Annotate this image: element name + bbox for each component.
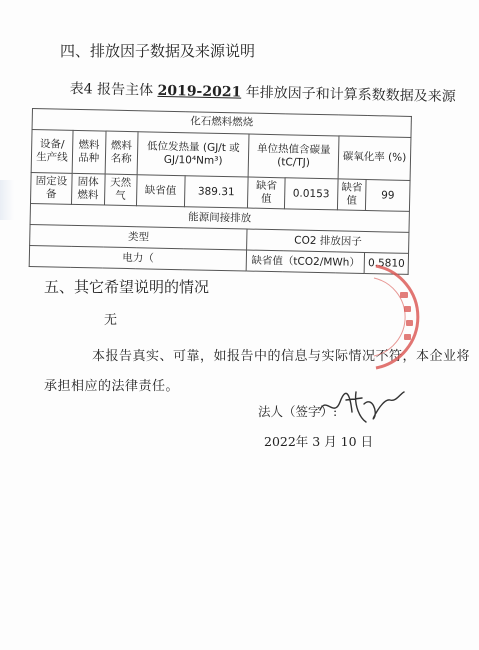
indirect-group-title: 能源间接排放 (30, 204, 409, 233)
caption-years: 2019-2021 (157, 82, 242, 101)
cell-ncv-value: 389.31 (184, 176, 248, 209)
cell-equipment: 固定设备 (30, 172, 72, 204)
table-caption (70, 78, 456, 106)
header-ncv: 低位发热量 (GJ/t 或 GJ/10⁴Nm³) (137, 132, 249, 177)
cell-carbon-value: 0.0153 (284, 178, 338, 210)
seal-inner-arc (374, 278, 405, 356)
header-co2-factor: CO2 排放因子 (247, 229, 409, 253)
cell-oxidation-value: 99 (366, 180, 410, 212)
declaration-line-1: 本报告真实、可靠，如报告中的信息与实际情况不符，本企业将 (92, 349, 471, 364)
declaration-line-2: 承担相应的法律责任。 (44, 379, 180, 394)
signature-label: 法人（签字）: (258, 404, 338, 419)
company-seal (356, 262, 428, 372)
cell-carbon-source: 缺省值 (248, 177, 285, 209)
header-carbon-content: 单位热值含碳量 (tC/TJ) (249, 134, 339, 179)
section-4-heading: 四、排放因子数据及来源说明 (60, 42, 256, 60)
page-edge-shadow (0, 180, 14, 220)
cell-factor-source: 缺省值（tCO2/MWh） (247, 250, 365, 273)
emission-factor-table (29, 108, 412, 275)
cell-electricity-type: 电力（ (29, 246, 247, 272)
handwritten-signature (316, 388, 406, 428)
header-equipment: 设备/生产线 (31, 130, 73, 174)
header-oxidation-rate: 碳氧化率 (%) (338, 136, 411, 180)
signing-date: 2022年 3 月 10 日 (264, 434, 374, 449)
header-type: 类型 (30, 225, 248, 251)
caption-prefix: 表4 报告主体 (69, 80, 154, 99)
section-5-content: 无 (104, 313, 118, 328)
header-fuel-name: 燃料名称 (105, 131, 138, 175)
section-5-heading: 五、其它希望说明的情况 (44, 278, 210, 296)
header-fuel-type: 燃料品种 (72, 130, 105, 174)
cell-factor-value: 0.5810 (364, 253, 408, 275)
fossil-group-title: 化石燃料燃烧 (32, 109, 411, 138)
cell-ncv-source: 缺省值 (136, 175, 184, 207)
cell-oxidation-source: 缺省值 (337, 179, 366, 211)
caption-suffix: 年排放因子和计算系数数据及来源 (245, 84, 456, 106)
cell-fuel-name: 天然气 (104, 174, 137, 206)
cell-fuel-type: 固体燃料 (72, 173, 105, 205)
